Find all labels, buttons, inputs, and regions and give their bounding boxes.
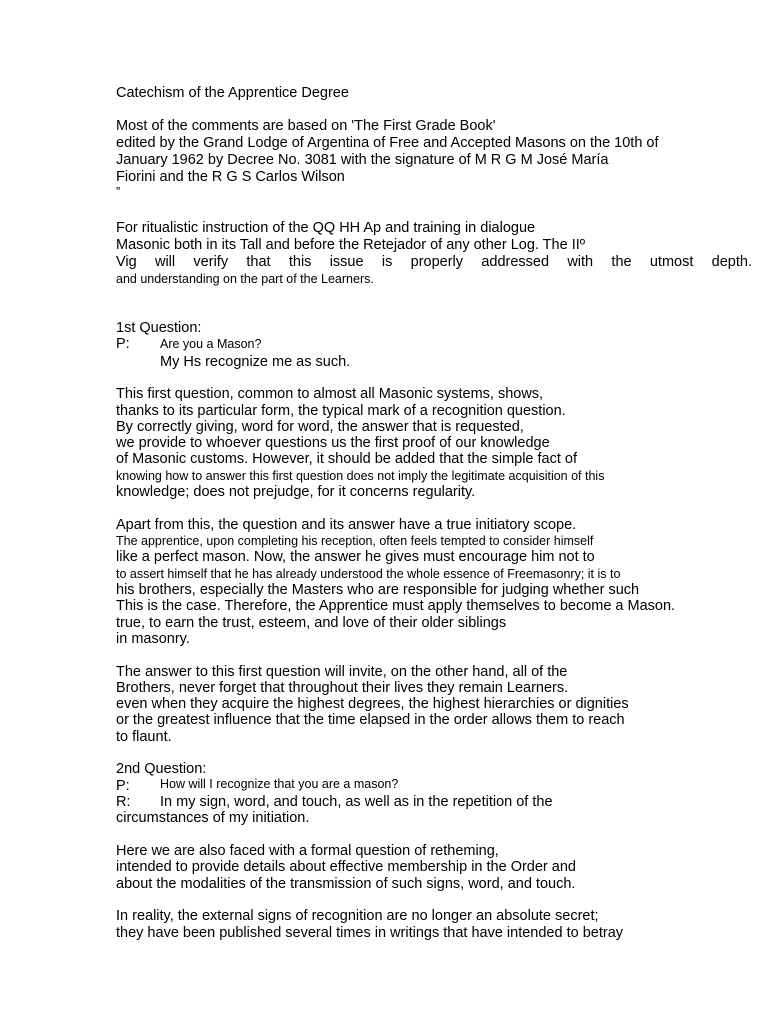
paragraph-line: intended to provide details about effective membership in the Order and: [116, 859, 576, 875]
intro-quote-mark: ”: [116, 185, 121, 199]
document-title: Catechism of the Apprentice Degree: [116, 85, 349, 101]
instruction-line: For ritualistic instruction of the QQ HH Ap and training in dialogue: [116, 220, 536, 236]
instruction-line: and understanding on the part of the Learners.: [116, 272, 374, 286]
answer-text: My Hs recognize me as such.: [160, 354, 351, 370]
paragraph-line: Apart from this, the question and its answer have a true initiatory scope.: [116, 517, 577, 533]
paragraph-line: his brothers, especially the Masters who are responsible for judging whether such: [116, 582, 640, 598]
question-heading: 1st Question:: [116, 320, 202, 336]
paragraph-line: By correctly giving, word for word, the answer that is requested,: [116, 419, 524, 435]
paragraph-line: The answer to this first question will invite, on the other hand, all of the: [116, 664, 568, 680]
paragraph-line: about the modalities of the transmission of such signs, word, and touch.: [116, 876, 576, 892]
paragraph-line: or the greatest influence that the time elapsed in the order allows them to reach: [116, 712, 625, 728]
intro-line: edited by the Grand Lodge of Argentina of Free and Accepted Masons on the 10th of: [116, 135, 659, 151]
instruction-line: Vig will verify that this issue is properly addressed with the utmost depth.: [116, 254, 752, 270]
paragraph-line: in masonry.: [116, 631, 190, 647]
question-p-label: P:: [116, 336, 130, 352]
paragraph-line: Brothers, never forget that throughout their lives they remain Learners.: [116, 680, 569, 696]
question-text: How will I recognize that you are a mason?: [160, 777, 399, 791]
paragraph-line: Here we are also faced with a formal question of retheming,: [116, 843, 499, 859]
intro-line: Fiorini and the R G S Carlos Wilson: [116, 169, 345, 185]
paragraph-line: This first question, common to almost all Masonic systems, shows,: [116, 386, 544, 402]
paragraph-line: they have been published several times in writings that have intended to betray: [116, 925, 624, 941]
paragraph-line: knowing how to answer this first question does not imply the legitimate acquisition of this: [116, 469, 605, 483]
answer-text-continued: circumstances of my initiation.: [116, 810, 310, 826]
paragraph-line: knowledge; does not prejudge, for it concerns regularity.: [116, 484, 476, 500]
instruction-line: Masonic both in its Tall and before the Retejador of any other Log. The IIº: [116, 237, 586, 253]
paragraph-line: to assert himself that he has already understood the whole essence of Freemasonry; it is to: [116, 567, 621, 581]
paragraph-line: This is the case. Therefore, the Apprentice must apply themselves to become a Mason.: [116, 598, 676, 614]
paragraph-line: like a perfect mason. Now, the answer he gives must encourage him not to: [116, 549, 595, 565]
question-heading: 2nd Question:: [116, 761, 207, 777]
paragraph-line: In reality, the external signs of recognition are no longer an absolute secret;: [116, 908, 599, 924]
paragraph-line: even when they acquire the highest degrees, the highest hierarchies or dignities: [116, 696, 629, 712]
paragraph-line: thanks to its particular form, the typical mark of a recognition question.: [116, 403, 566, 419]
intro-line: January 1962 by Decree No. 3081 with the signature of M R G M José María: [116, 152, 609, 168]
answer-text: In my sign, word, and touch, as well as in the repetition of the: [160, 794, 553, 810]
paragraph-line: we provide to whoever questions us the first proof of our knowledge: [116, 435, 550, 451]
paragraph-line: The apprentice, upon completing his reception, often feels tempted to consider himself: [116, 534, 594, 548]
question-p-label: P:: [116, 778, 130, 794]
question-text: Are you a Mason?: [160, 337, 262, 351]
paragraph-line: to flaunt.: [116, 729, 172, 745]
paragraph-line: of Masonic customs. However, it should be added that the simple fact of: [116, 451, 578, 467]
intro-line: Most of the comments are based on 'The First Grade Book': [116, 118, 496, 134]
question-r-label: R:: [116, 794, 131, 810]
paragraph-line: true, to earn the trust, esteem, and love of their older siblings: [116, 615, 507, 631]
